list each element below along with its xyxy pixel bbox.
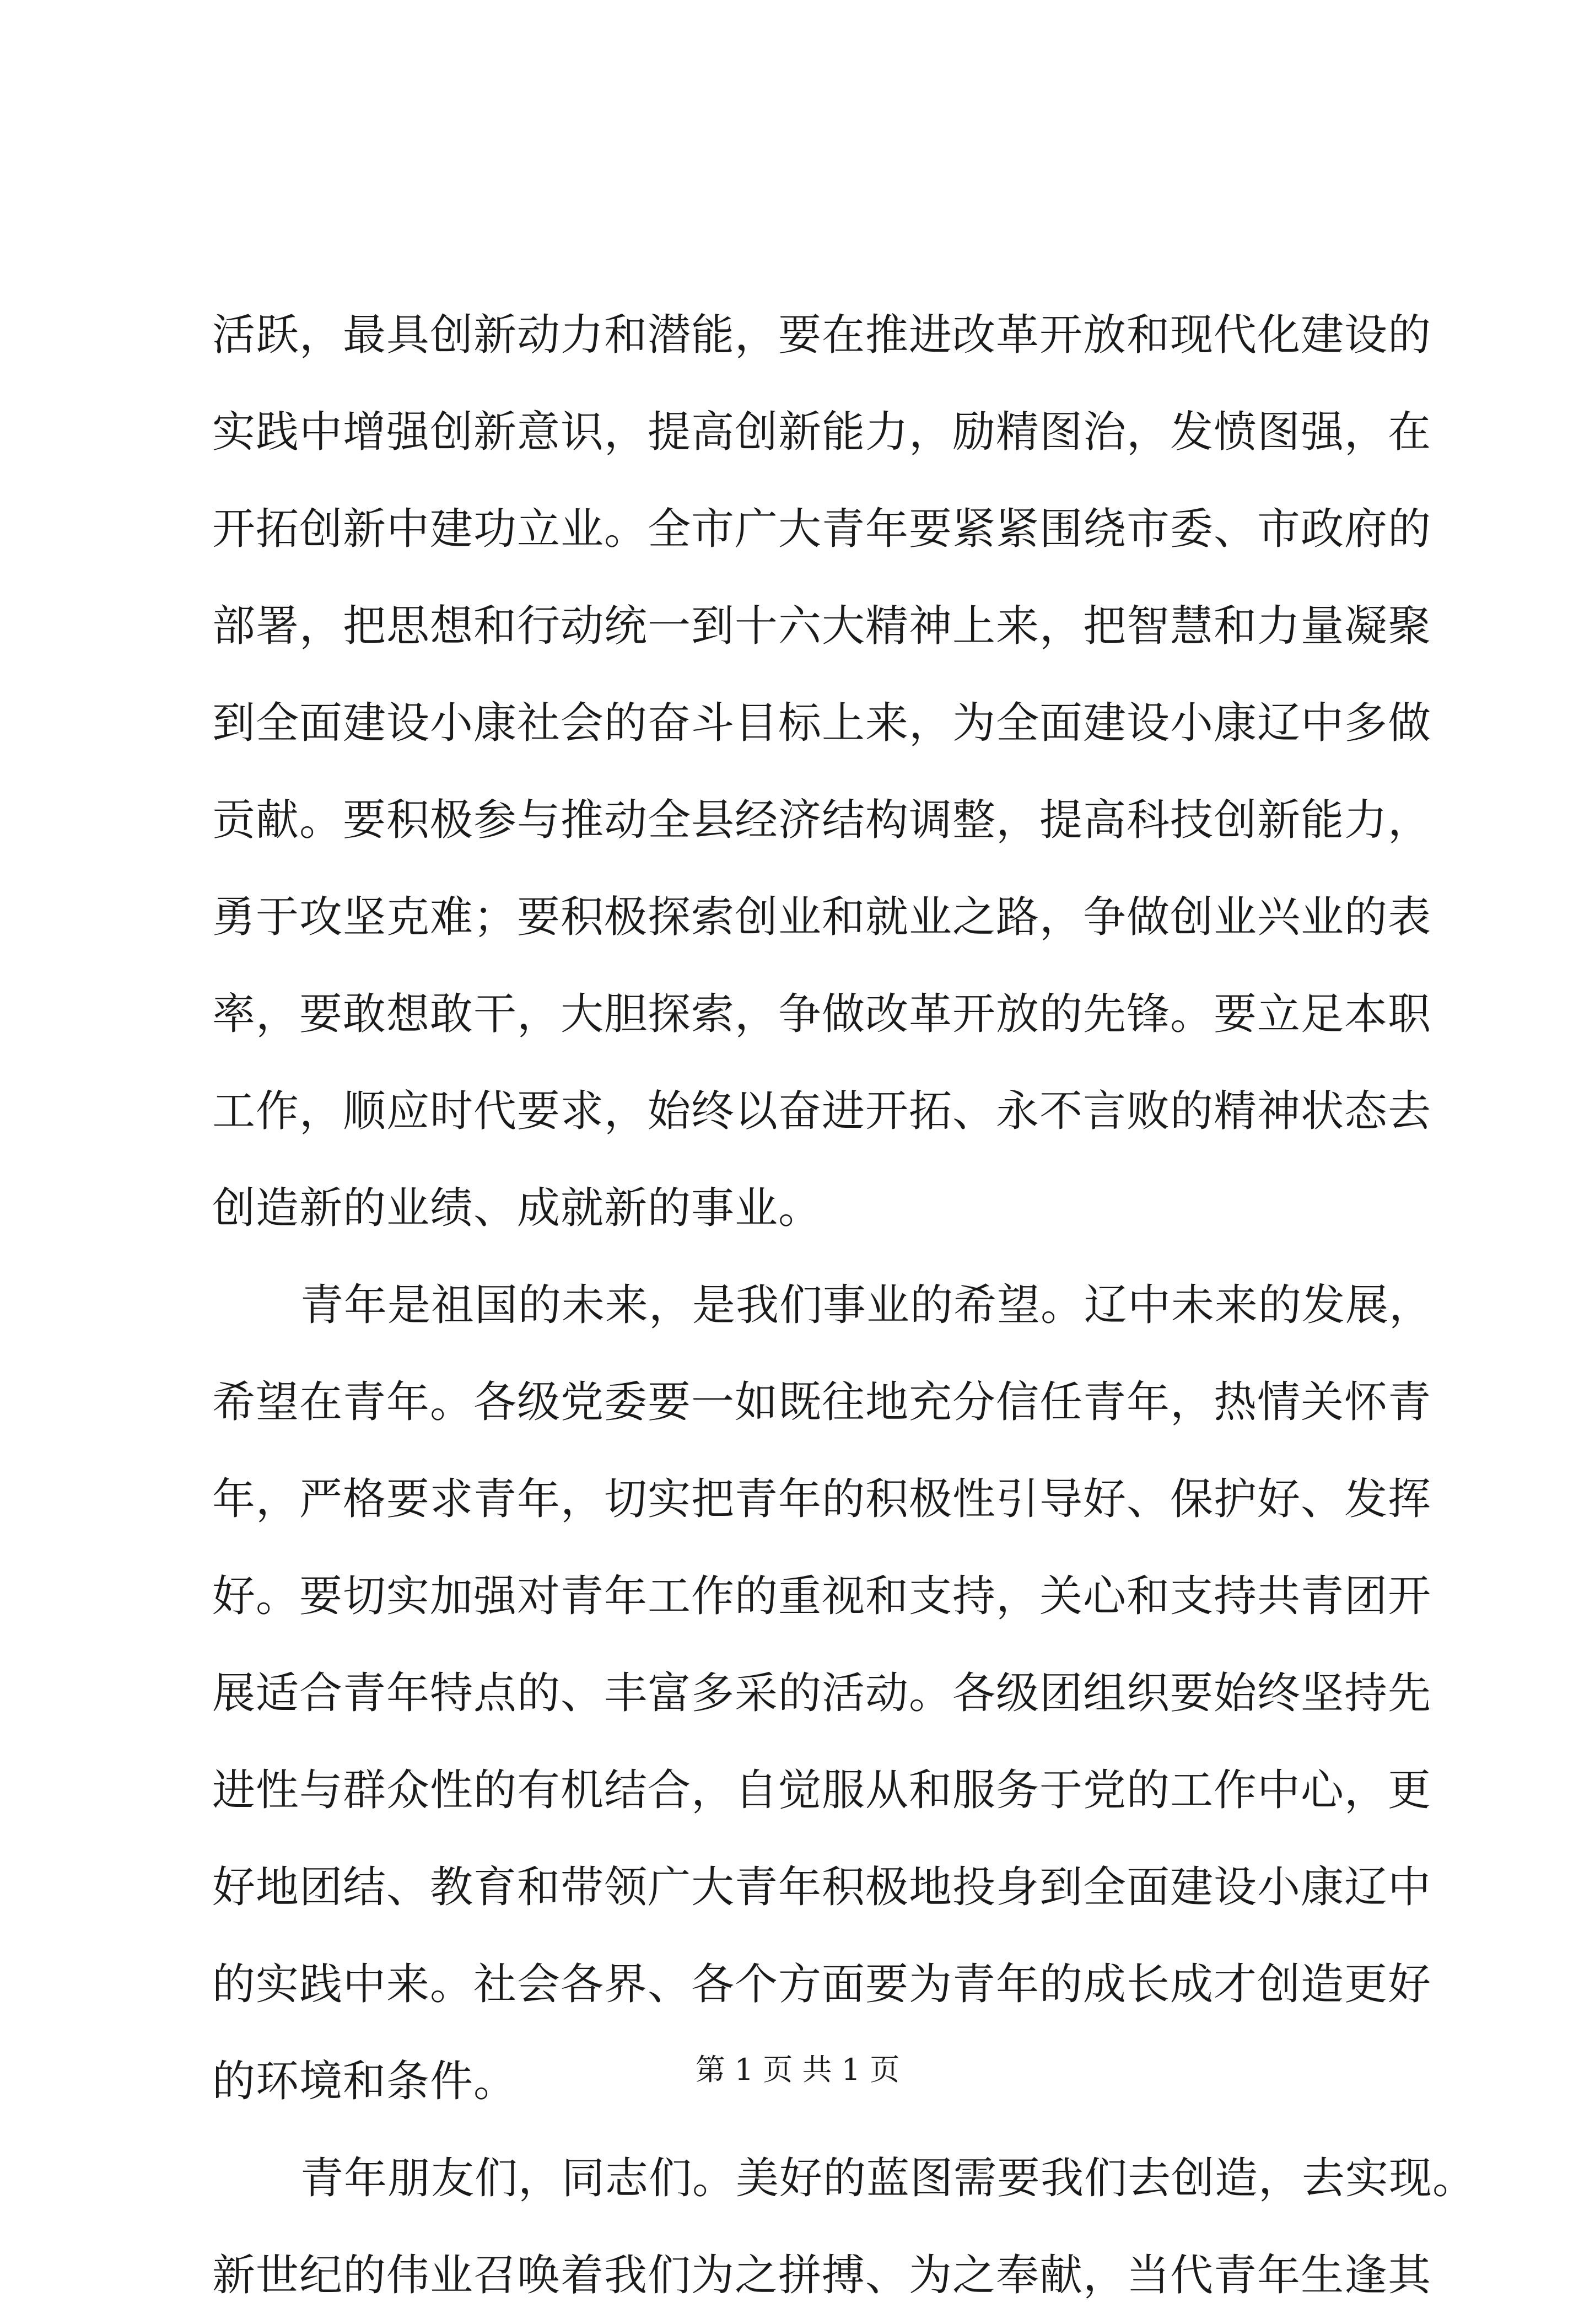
text-line: 新世纪的伟业召唤着我们为之拼搏、为之奉献，当代青年生逢其 <box>212 2251 1432 2300</box>
text-line: 到全面建设小康社会的奋斗目标上来，为全面建设小康辽中多做 <box>212 698 1432 748</box>
page-number-label: 第 1 页 共 1 页 <box>695 2052 900 2087</box>
text-line: 的实践中来。社会各界、各个方面要为青年的成长成才创造更好 <box>212 1960 1432 2009</box>
text-line: 创造新的业绩、成就新的事业。 <box>212 1183 822 1233</box>
text-line: 青年朋友们，同志们。美好的蓝图需要我们去创造，去实现。 <box>300 2154 1477 2203</box>
text-line: 活跃，最具创新动力和潜能，要在推进改革开放和现代化建设的 <box>212 310 1432 360</box>
text-line: 展适合青年特点的、丰富多采的活动。各级团组织要始终坚持先 <box>212 1669 1432 1718</box>
text-line: 开拓创新中建功立业。全市广大青年要紧紧围绕市委、市政府的 <box>212 504 1432 554</box>
text-line: 年，严格要求青年，切实把青年的积极性引导好、保护好、发挥 <box>212 1475 1432 1524</box>
paragraph <box>212 1257 1433 2130</box>
text-line: 工作，顺应时代要求，始终以奋进开拓、永不言败的精神状态去 <box>212 1086 1432 1136</box>
text-line: 希望在青年。各级党委要一如既往地充分信任青年，热情关怀青 <box>212 1378 1432 1427</box>
text-line: 贡献。要积极参与推动全县经济结构调整，提高科技创新能力， <box>212 795 1432 845</box>
text-line: 青年是祖国的未来，是我们事业的希望。辽中未来的发展， <box>300 1281 1433 1330</box>
page-footer <box>0 2051 1595 2089</box>
text-line: 的环境和条件。 <box>212 2057 518 2106</box>
paragraph <box>212 287 1432 1257</box>
text-line: 好地团结、教育和带领广大青年积极地投身到全面建设小康辽中 <box>212 1863 1432 1912</box>
document-body <box>212 287 1477 2324</box>
text-line: 率，要敢想敢干，大胆探索，争做改革开放的先锋。要立足本职 <box>212 989 1432 1039</box>
text-line: 部署，把思想和行动统一到十六大精神上来，把智慧和力量凝聚 <box>212 601 1432 651</box>
text-line: 勇于攻坚克难；要积极探索创业和就业之路，争做创业兴业的表 <box>212 892 1432 942</box>
paragraph <box>212 2130 1477 2324</box>
text-line: 实践中增强创新意识，提高创新能力，励精图治，发愤图强，在 <box>212 407 1432 457</box>
text-line: 好。要切实加强对青年工作的重视和支持，关心和支持共青团开 <box>212 1572 1432 1621</box>
text-line: 进性与群众性的有机结合，自觉服从和服务于党的工作中心，更 <box>212 1766 1432 1815</box>
